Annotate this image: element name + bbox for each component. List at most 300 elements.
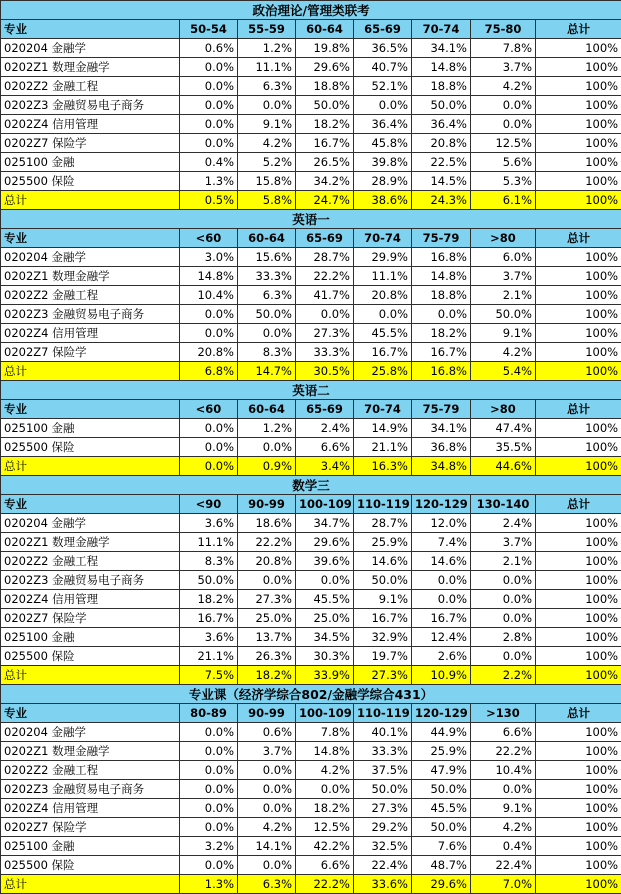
major-name-cell: 0202Z3 金融贸易电子商务 — [1, 96, 180, 115]
percent-cell: 39.8% — [354, 153, 412, 172]
total-percent-cell: 100% — [536, 875, 621, 894]
percent-cell: 100% — [536, 780, 621, 799]
table-row — [1, 305, 621, 324]
table-row — [1, 343, 621, 362]
column-header-row — [1, 229, 621, 248]
total-percent-cell: 6.3% — [238, 875, 296, 894]
percent-cell: 34.1% — [412, 419, 471, 438]
percent-cell: 34.7% — [296, 514, 354, 533]
percent-cell: 22.2% — [471, 742, 536, 761]
percent-cell: 18.8% — [296, 77, 354, 96]
percent-cell: 40.7% — [354, 58, 412, 77]
percent-cell: 5.3% — [471, 172, 536, 191]
table-row — [1, 742, 621, 761]
percent-cell: 50.0% — [354, 571, 412, 590]
table-row — [1, 818, 621, 837]
percent-cell: 0.0% — [180, 761, 238, 780]
percent-cell: 100% — [536, 533, 621, 552]
column-header: 90-99 — [238, 495, 296, 514]
percent-cell: 100% — [536, 115, 621, 134]
percent-cell: 0.0% — [180, 324, 238, 343]
percent-cell: 6.6% — [296, 856, 354, 875]
percent-cell: 14.8% — [412, 58, 471, 77]
percent-cell: 0.0% — [471, 571, 536, 590]
major-name-cell: 0202Z1 数理金融学 — [1, 58, 180, 77]
percent-cell: 6.0% — [471, 248, 536, 267]
percent-cell: 0.0% — [180, 799, 238, 818]
table-row — [1, 58, 621, 77]
percent-cell: 34.1% — [412, 39, 471, 58]
total-percent-cell: 33.9% — [296, 666, 354, 685]
major-name-cell: 0202Z1 数理金融学 — [1, 267, 180, 286]
percent-cell: 42.2% — [296, 837, 354, 856]
column-header: 50-54 — [180, 20, 238, 39]
table-row — [1, 77, 621, 96]
percent-cell: 14.6% — [412, 552, 471, 571]
percent-cell: 0.0% — [238, 324, 296, 343]
table-row — [1, 153, 621, 172]
table-row — [1, 324, 621, 343]
major-name-cell: 025500 保险 — [1, 438, 180, 457]
section-title-row — [1, 381, 621, 400]
percent-cell: 100% — [536, 837, 621, 856]
percent-cell: 1.3% — [180, 172, 238, 191]
percent-cell: 100% — [536, 153, 621, 172]
column-header-major: 专业 — [1, 495, 180, 514]
percent-cell: 35.5% — [471, 438, 536, 457]
percent-cell: 0.4% — [471, 837, 536, 856]
total-row — [1, 875, 621, 894]
column-header: >130 — [471, 704, 536, 723]
percent-cell: 100% — [536, 723, 621, 742]
percent-cell: 0.0% — [471, 590, 536, 609]
percent-cell: 4.2% — [471, 77, 536, 96]
major-name-cell: 0202Z4 信用管理 — [1, 115, 180, 134]
percent-cell: 100% — [536, 438, 621, 457]
percent-cell: 18.2% — [180, 590, 238, 609]
percent-cell: 18.6% — [238, 514, 296, 533]
major-name-cell: 025100 金融 — [1, 419, 180, 438]
table-row — [1, 96, 621, 115]
table-row — [1, 267, 621, 286]
percent-cell: 0.0% — [412, 590, 471, 609]
total-percent-cell: 38.6% — [354, 191, 412, 210]
percent-cell: 18.8% — [412, 77, 471, 96]
percent-cell: 19.7% — [354, 647, 412, 666]
percent-cell: 28.9% — [354, 172, 412, 191]
major-name-cell: 0202Z3 金融贸易电子商务 — [1, 305, 180, 324]
percent-cell: 100% — [536, 96, 621, 115]
total-percent-cell: 22.2% — [296, 875, 354, 894]
percent-cell: 22.2% — [238, 533, 296, 552]
table-row — [1, 115, 621, 134]
percent-cell: 6.6% — [296, 438, 354, 457]
percent-cell: 16.7% — [296, 134, 354, 153]
percent-cell: 2.8% — [471, 628, 536, 647]
total-label: 总计 — [1, 457, 180, 476]
table-row — [1, 856, 621, 875]
percent-cell: 29.2% — [354, 818, 412, 837]
column-header: 55-59 — [238, 20, 296, 39]
total-percent-cell: 27.3% — [354, 666, 412, 685]
percent-cell: 20.8% — [180, 343, 238, 362]
percent-cell: 0.0% — [180, 58, 238, 77]
percent-cell: 100% — [536, 77, 621, 96]
percent-cell: 100% — [536, 742, 621, 761]
percent-cell: 5.6% — [471, 153, 536, 172]
percent-cell: 2.6% — [412, 647, 471, 666]
percent-cell: 3.7% — [238, 742, 296, 761]
total-percent-cell: 33.6% — [354, 875, 412, 894]
major-name-cell: 0202Z2 金融工程 — [1, 77, 180, 96]
percent-cell: 0.0% — [180, 305, 238, 324]
column-header-major: 专业 — [1, 20, 180, 39]
column-header: 90-99 — [238, 704, 296, 723]
total-row — [1, 362, 621, 381]
total-percent-cell: 2.2% — [471, 666, 536, 685]
percent-cell: 100% — [536, 286, 621, 305]
table-row — [1, 248, 621, 267]
major-name-cell: 0202Z2 金融工程 — [1, 761, 180, 780]
percent-cell: 100% — [536, 590, 621, 609]
column-header: 100-109 — [296, 704, 354, 723]
percent-cell: 4.2% — [296, 761, 354, 780]
percent-cell: 12.5% — [296, 818, 354, 837]
percent-cell: 45.5% — [296, 590, 354, 609]
total-percent-cell: 16.3% — [354, 457, 412, 476]
percent-cell: 0.0% — [412, 305, 471, 324]
column-header: 110-119 — [354, 704, 412, 723]
percent-cell: 0.0% — [180, 96, 238, 115]
percent-cell: 32.5% — [354, 837, 412, 856]
percent-cell: 100% — [536, 818, 621, 837]
total-label: 总计 — [1, 875, 180, 894]
percent-cell: 27.3% — [354, 799, 412, 818]
table-row — [1, 628, 621, 647]
percent-cell: 12.5% — [471, 134, 536, 153]
percent-cell: 50.0% — [412, 780, 471, 799]
percent-cell: 22.2% — [296, 267, 354, 286]
percent-cell: 14.9% — [354, 419, 412, 438]
total-percent-cell: 0.0% — [180, 457, 238, 476]
major-name-cell: 0202Z7 保险学 — [1, 609, 180, 628]
percent-cell: 45.5% — [354, 324, 412, 343]
percent-cell: 22.5% — [412, 153, 471, 172]
percent-cell: 28.7% — [354, 514, 412, 533]
percent-cell: 8.3% — [238, 343, 296, 362]
total-percent-cell: 5.8% — [238, 191, 296, 210]
percent-cell: 100% — [536, 628, 621, 647]
percent-cell: 14.5% — [412, 172, 471, 191]
percent-cell: 22.4% — [471, 856, 536, 875]
percent-cell: 0.0% — [238, 799, 296, 818]
total-row — [1, 666, 621, 685]
percent-cell: 4.2% — [471, 818, 536, 837]
major-name-cell: 025500 保险 — [1, 647, 180, 666]
percent-cell: 4.2% — [471, 343, 536, 362]
percent-cell: 3.2% — [180, 837, 238, 856]
column-header: 总计 — [536, 20, 621, 39]
percent-cell: 50.0% — [180, 571, 238, 590]
section-title-row — [1, 476, 621, 495]
major-name-cell: 0202Z7 保险学 — [1, 818, 180, 837]
percent-cell: 39.6% — [296, 552, 354, 571]
percent-cell: 20.8% — [354, 286, 412, 305]
percent-cell: 30.3% — [296, 647, 354, 666]
percent-cell: 50.0% — [412, 818, 471, 837]
percent-cell: 0.0% — [180, 742, 238, 761]
percent-cell: 0.0% — [296, 780, 354, 799]
total-percent-cell: 7.0% — [471, 875, 536, 894]
percent-cell: 29.6% — [296, 533, 354, 552]
percent-cell: 1.2% — [238, 39, 296, 58]
percent-cell: 47.4% — [471, 419, 536, 438]
column-header: <90 — [180, 495, 238, 514]
total-percent-cell: 1.3% — [180, 875, 238, 894]
column-header: 130-140 — [471, 495, 536, 514]
column-header: 60-64 — [296, 20, 354, 39]
percent-cell: 45.5% — [412, 799, 471, 818]
total-percent-cell: 6.8% — [180, 362, 238, 381]
percent-cell: 0.0% — [238, 571, 296, 590]
major-name-cell: 025500 保险 — [1, 856, 180, 875]
major-name-cell: 0202Z4 信用管理 — [1, 799, 180, 818]
section-title: 数学三 — [1, 476, 621, 495]
percent-cell: 0.0% — [471, 115, 536, 134]
column-header: >80 — [471, 229, 536, 248]
percent-cell: 0.0% — [180, 115, 238, 134]
percent-cell: 25.0% — [238, 609, 296, 628]
percent-cell: 36.5% — [354, 39, 412, 58]
percent-cell: 13.7% — [238, 628, 296, 647]
column-header-row — [1, 704, 621, 723]
total-row — [1, 191, 621, 210]
total-percent-cell: 24.7% — [296, 191, 354, 210]
column-header: 70-74 — [354, 400, 412, 419]
percent-cell: 33.3% — [296, 343, 354, 362]
percent-cell: 100% — [536, 39, 621, 58]
total-percent-cell: 16.8% — [412, 362, 471, 381]
percent-cell: 100% — [536, 552, 621, 571]
column-header-major: 专业 — [1, 229, 180, 248]
percent-cell: 21.1% — [354, 438, 412, 457]
total-percent-cell: 30.5% — [296, 362, 354, 381]
percent-cell: 27.3% — [296, 324, 354, 343]
percent-cell: 100% — [536, 514, 621, 533]
percent-cell: 3.7% — [471, 58, 536, 77]
percent-cell: 22.4% — [354, 856, 412, 875]
percent-cell: 14.1% — [238, 837, 296, 856]
percent-cell: 6.6% — [471, 723, 536, 742]
total-percent-cell: 7.5% — [180, 666, 238, 685]
total-percent-cell: 5.4% — [471, 362, 536, 381]
percent-cell: 100% — [536, 134, 621, 153]
total-percent-cell: 44.6% — [471, 457, 536, 476]
percent-cell: 16.8% — [412, 248, 471, 267]
percent-cell: 20.8% — [238, 552, 296, 571]
percent-cell: 33.3% — [238, 267, 296, 286]
percent-cell: 0.0% — [354, 305, 412, 324]
percent-cell: 50.0% — [471, 305, 536, 324]
percent-cell: 29.9% — [354, 248, 412, 267]
percent-cell: 6.3% — [238, 77, 296, 96]
table-row — [1, 134, 621, 153]
major-name-cell: 025100 金融 — [1, 153, 180, 172]
percent-cell: 20.8% — [412, 134, 471, 153]
column-header: 80-89 — [180, 704, 238, 723]
table-row — [1, 514, 621, 533]
column-header: <60 — [180, 400, 238, 419]
percent-cell: 3.0% — [180, 248, 238, 267]
percent-cell: 32.9% — [354, 628, 412, 647]
column-header: 总计 — [536, 400, 621, 419]
total-percent-cell: 100% — [536, 457, 621, 476]
total-percent-cell: 14.7% — [238, 362, 296, 381]
major-name-cell: 0202Z7 保险学 — [1, 343, 180, 362]
column-header: 60-64 — [238, 229, 296, 248]
percent-cell: 7.4% — [412, 533, 471, 552]
percent-cell: 14.8% — [296, 742, 354, 761]
percent-cell: 0.4% — [180, 153, 238, 172]
percent-cell: 100% — [536, 609, 621, 628]
percent-cell: 19.8% — [296, 39, 354, 58]
percent-cell: 0.0% — [471, 780, 536, 799]
total-label: 总计 — [1, 666, 180, 685]
percent-cell: 0.0% — [296, 571, 354, 590]
percent-cell: 18.2% — [296, 115, 354, 134]
total-label: 总计 — [1, 362, 180, 381]
major-name-cell: 025100 金融 — [1, 837, 180, 856]
table-row — [1, 647, 621, 666]
percent-cell: 7.8% — [471, 39, 536, 58]
percent-cell: 14.8% — [412, 267, 471, 286]
percent-cell: 16.7% — [412, 343, 471, 362]
percent-cell: 2.4% — [296, 419, 354, 438]
table-row — [1, 590, 621, 609]
percent-cell: 18.2% — [296, 799, 354, 818]
percent-cell: 0.0% — [180, 438, 238, 457]
percent-cell: 100% — [536, 324, 621, 343]
percent-cell: 45.8% — [354, 134, 412, 153]
percent-cell: 9.1% — [471, 799, 536, 818]
percent-cell: 100% — [536, 172, 621, 191]
percent-cell: 8.3% — [180, 552, 238, 571]
table-row — [1, 609, 621, 628]
percent-cell: 25.9% — [354, 533, 412, 552]
percent-cell: 52.1% — [354, 77, 412, 96]
percent-cell: 25.9% — [412, 742, 471, 761]
major-name-cell: 0202Z3 金融贸易电子商务 — [1, 780, 180, 799]
percent-cell: 34.2% — [296, 172, 354, 191]
table-row — [1, 780, 621, 799]
percent-cell: 50.0% — [296, 96, 354, 115]
total-percent-cell: 34.8% — [412, 457, 471, 476]
percent-cell: 50.0% — [354, 780, 412, 799]
percent-cell: 4.2% — [238, 818, 296, 837]
table-row — [1, 837, 621, 856]
percent-cell: 3.7% — [471, 267, 536, 286]
percent-cell: 50.0% — [412, 96, 471, 115]
percent-cell: 50.0% — [238, 305, 296, 324]
percent-cell: 0.0% — [354, 96, 412, 115]
table-row — [1, 723, 621, 742]
major-name-cell: 020204 金融学 — [1, 248, 180, 267]
column-header: 75-80 — [471, 20, 536, 39]
table-row — [1, 438, 621, 457]
percent-cell: 0.0% — [180, 780, 238, 799]
total-row — [1, 457, 621, 476]
total-label: 总计 — [1, 191, 180, 210]
percent-cell: 11.1% — [180, 533, 238, 552]
percent-cell: 21.1% — [180, 647, 238, 666]
column-header: 100-109 — [296, 495, 354, 514]
percent-cell: 0.0% — [296, 305, 354, 324]
major-name-cell: 0202Z3 金融贸易电子商务 — [1, 571, 180, 590]
major-name-cell: 0202Z1 数理金融学 — [1, 533, 180, 552]
percent-cell: 100% — [536, 248, 621, 267]
percent-cell: 16.7% — [412, 609, 471, 628]
percent-cell: 7.8% — [296, 723, 354, 742]
percent-cell: 9.1% — [471, 324, 536, 343]
percent-cell: 36.4% — [354, 115, 412, 134]
column-header: 65-69 — [296, 229, 354, 248]
column-header: 75-79 — [412, 400, 471, 419]
column-header: 110-119 — [354, 495, 412, 514]
total-percent-cell: 18.2% — [238, 666, 296, 685]
percent-cell: 0.0% — [238, 96, 296, 115]
column-header: 60-64 — [238, 400, 296, 419]
table-row — [1, 533, 621, 552]
major-name-cell: 020204 金融学 — [1, 39, 180, 58]
table-row — [1, 419, 621, 438]
percent-cell: 10.4% — [180, 286, 238, 305]
percent-cell: 0.0% — [412, 571, 471, 590]
major-name-cell: 0202Z4 信用管理 — [1, 324, 180, 343]
table-row — [1, 571, 621, 590]
percent-cell: 100% — [536, 799, 621, 818]
major-name-cell: 0202Z4 信用管理 — [1, 590, 180, 609]
total-percent-cell: 29.6% — [412, 875, 471, 894]
total-percent-cell: 100% — [536, 362, 621, 381]
percent-cell: 0.6% — [238, 723, 296, 742]
column-header: 70-74 — [354, 229, 412, 248]
percent-cell: 48.7% — [412, 856, 471, 875]
percent-cell: 100% — [536, 761, 621, 780]
total-percent-cell: 25.8% — [354, 362, 412, 381]
column-header: 总计 — [536, 495, 621, 514]
percent-cell: 18.8% — [412, 286, 471, 305]
major-name-cell: 0202Z2 金融工程 — [1, 286, 180, 305]
percent-cell: 6.3% — [238, 286, 296, 305]
percent-cell: 0.0% — [180, 856, 238, 875]
major-name-cell: 020204 金融学 — [1, 723, 180, 742]
total-percent-cell: 0.9% — [238, 457, 296, 476]
percent-cell: 12.0% — [412, 514, 471, 533]
percent-cell: 0.0% — [180, 723, 238, 742]
section-title: 政治理论/管理类联考 — [1, 1, 621, 20]
percent-cell: 14.8% — [180, 267, 238, 286]
percent-cell: 15.6% — [238, 248, 296, 267]
percent-cell: 0.0% — [238, 438, 296, 457]
major-name-cell: 0202Z7 保险学 — [1, 134, 180, 153]
column-header-row — [1, 400, 621, 419]
total-percent-cell: 6.1% — [471, 191, 536, 210]
percent-cell: 34.5% — [296, 628, 354, 647]
total-percent-cell: 10.9% — [412, 666, 471, 685]
percent-cell: 0.0% — [471, 96, 536, 115]
percent-cell: 41.7% — [296, 286, 354, 305]
percent-cell: 9.1% — [238, 115, 296, 134]
